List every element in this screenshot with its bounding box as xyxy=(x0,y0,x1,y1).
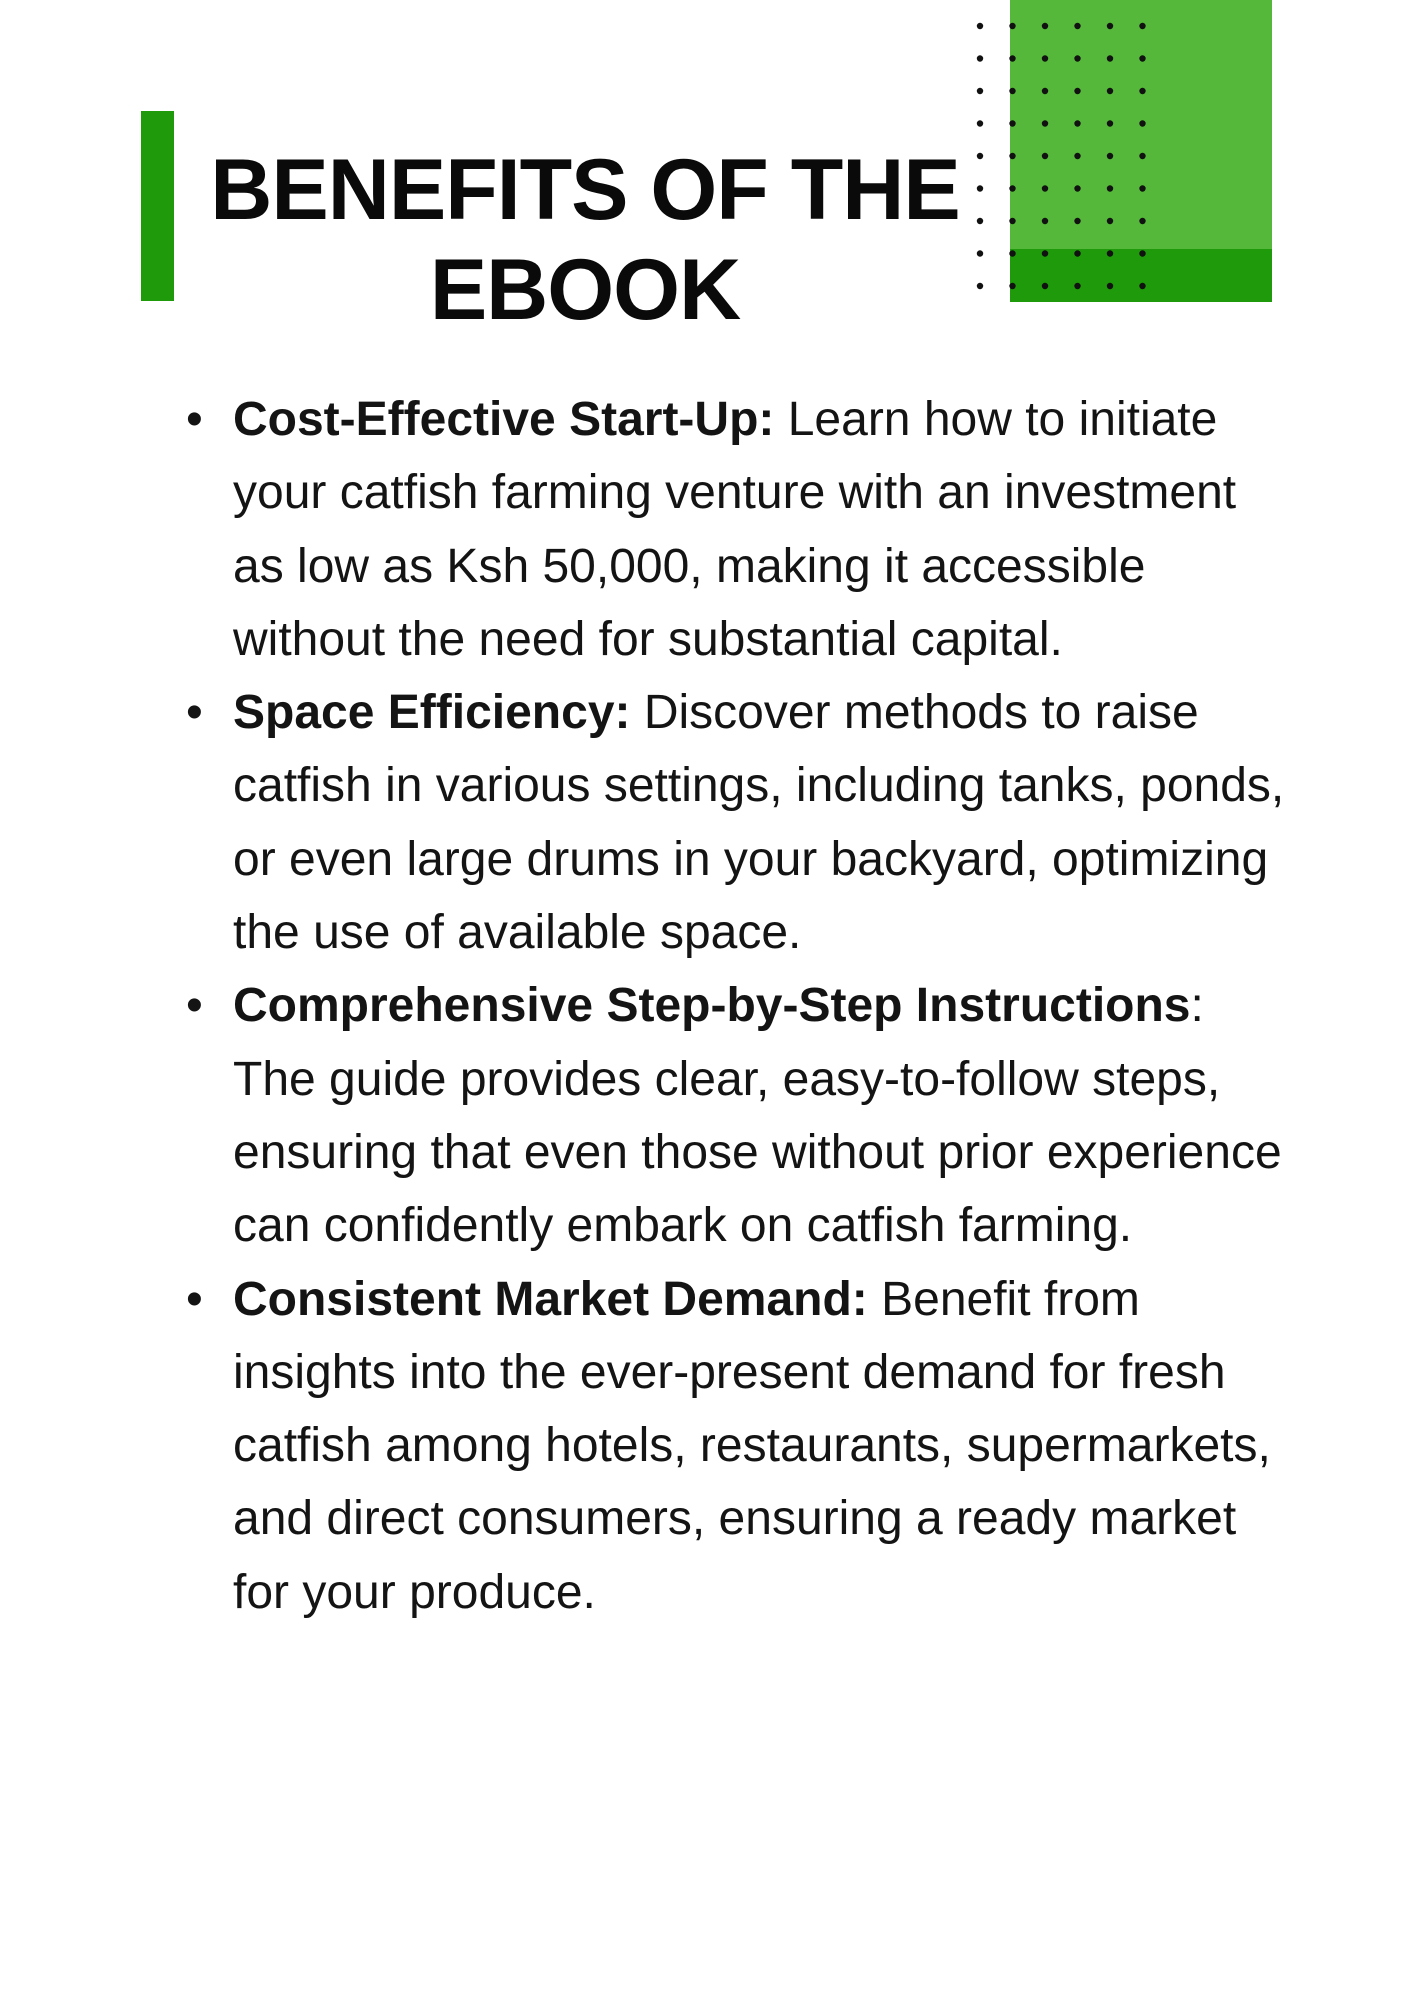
decorative-dot-grid xyxy=(970,16,1150,296)
benefit-text: : The guide provides clear, easy-to-follow steps, ensuring that even those without prior experience can confidently embark on catfish farming. xyxy=(233,979,1282,1253)
decorative-dot xyxy=(1009,218,1015,224)
decorative-dot xyxy=(1107,88,1113,94)
benefit-item-space-efficiency xyxy=(186,676,1293,969)
decorative-dot xyxy=(1009,55,1015,61)
decorative-dot xyxy=(1074,120,1080,126)
decorative-dot xyxy=(1074,250,1080,256)
decorative-dot xyxy=(977,55,983,61)
decorative-dot xyxy=(1009,250,1015,256)
decorative-dot xyxy=(1042,23,1048,29)
decorative-dot xyxy=(1139,23,1145,29)
benefit-item-cost-effective xyxy=(186,383,1293,676)
decorative-dot xyxy=(977,120,983,126)
decorative-dot xyxy=(1042,153,1048,159)
benefit-term: Comprehensive Step-by-Step Instructions xyxy=(233,979,1191,1033)
benefit-item-instructions xyxy=(186,969,1293,1262)
decorative-dot xyxy=(1074,283,1080,289)
decorative-dot xyxy=(1042,55,1048,61)
bullet-icon: • xyxy=(186,979,203,1033)
decorative-dot xyxy=(977,283,983,289)
decorative-dot xyxy=(1074,23,1080,29)
decorative-dot xyxy=(1139,120,1145,126)
decorative-dot xyxy=(1139,185,1145,191)
decorative-dot xyxy=(1042,185,1048,191)
benefit-text: Learn how to initiate your catfish farming venture with an investment as low as Ksh 50,000, making it accessible without the need for substantial capital. xyxy=(233,393,1237,666)
decorative-dot xyxy=(1139,88,1145,94)
decorative-dot xyxy=(1107,120,1113,126)
decorative-dot xyxy=(977,185,983,191)
decorative-dot xyxy=(1107,283,1113,289)
bullet-icon: • xyxy=(186,393,203,446)
decorative-dot xyxy=(1074,218,1080,224)
decorative-dot xyxy=(1107,218,1113,224)
decorative-dot xyxy=(977,250,983,256)
decorative-dot xyxy=(1139,250,1145,256)
page-title: BENEFITS OF THE EBOOK xyxy=(210,142,960,338)
decorative-dot xyxy=(1042,283,1048,289)
decorative-dot xyxy=(1042,88,1048,94)
decorative-dot xyxy=(1139,218,1145,224)
decorative-dot xyxy=(977,88,983,94)
benefit-term: Space Efficiency: xyxy=(233,686,631,740)
decorative-dot xyxy=(1107,250,1113,256)
bullet-icon: • xyxy=(186,686,203,740)
decorative-dot xyxy=(1009,185,1015,191)
decorative-dot xyxy=(977,23,983,29)
decorative-dot xyxy=(1139,153,1145,159)
decorative-dot xyxy=(1042,218,1048,224)
benefits-list xyxy=(186,383,1293,1629)
decorative-dot xyxy=(1009,283,1015,289)
decorative-dot xyxy=(1074,88,1080,94)
decorative-dot xyxy=(977,153,983,159)
decorative-dot xyxy=(1074,55,1080,61)
decorative-dot xyxy=(977,218,983,224)
decorative-dot xyxy=(1042,250,1048,256)
benefit-text: Discover methods to raise catfish in various settings, including tanks, ponds, or even large drums in your backyard, optimizing the use of available space. xyxy=(233,686,1285,960)
decorative-dot xyxy=(1107,23,1113,29)
decorative-dot xyxy=(1074,153,1080,159)
benefit-item-market-demand xyxy=(186,1263,1293,1629)
decorative-dot xyxy=(1107,185,1113,191)
decorative-dot xyxy=(1074,185,1080,191)
decorative-dot xyxy=(1107,153,1113,159)
decorative-dot xyxy=(1139,55,1145,61)
decorative-dot xyxy=(1139,283,1145,289)
benefit-term: Consistent Market Demand: xyxy=(233,1272,868,1326)
decorative-dot xyxy=(1009,153,1015,159)
title-accent-bar xyxy=(141,111,174,301)
decorative-dot xyxy=(1009,88,1015,94)
benefit-term: Cost-Effective Start-Up: xyxy=(233,393,775,446)
decorative-dot xyxy=(1009,23,1015,29)
decorative-dot xyxy=(1009,120,1015,126)
decorative-dot xyxy=(1107,55,1113,61)
bullet-icon: • xyxy=(186,1272,203,1326)
decorative-dot xyxy=(1042,120,1048,126)
benefit-text: Benefit from insights into the ever-present demand for fresh catfish among hotels, restaurants, supermarkets, and direct consumers, ensuring a ready market for your produce. xyxy=(233,1272,1271,1619)
